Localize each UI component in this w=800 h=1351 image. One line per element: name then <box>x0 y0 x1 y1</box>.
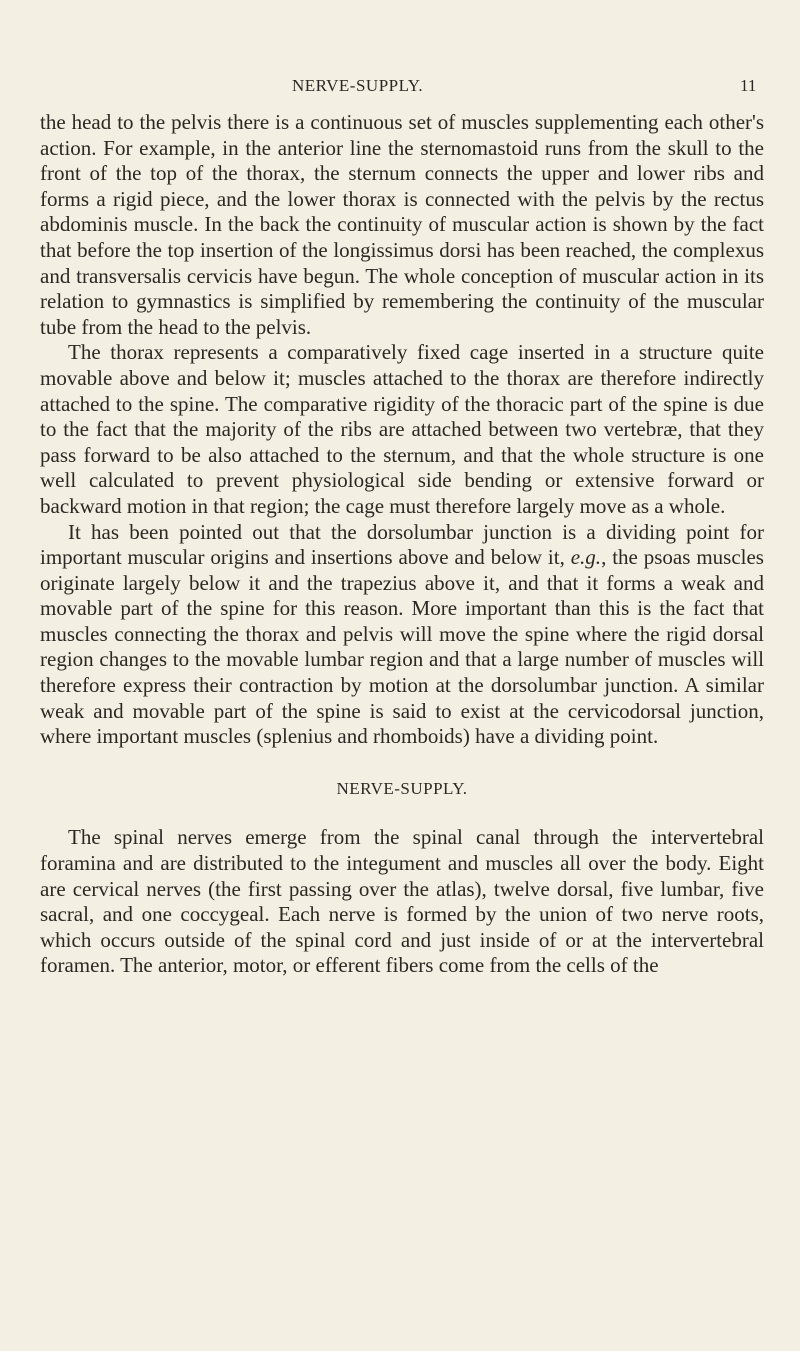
paragraph-dorsolumbar-part1: It has been pointed out that the dorsolumbar junction is a dividing point for important muscular origins and insertions above and below it, <box>40 519 764 570</box>
eg-abbreviation: e.g. <box>570 545 602 570</box>
paragraph-thorax: The thorax represents a comparatively fixed cage inserted in a structure quite movable above and below it; muscles attached to the thorax are therefore indirectly attached to the spine. The comparative rigidity of the thoracic part of the spine is due to the fact that the majority of the ribs are attached between two vertebræ, that they pass forward to be also attached to the sternum, and that the whole structure is one well calculated to prevent physiological side bending or extensive forward or backward motion in that region; the cage must therefore largely move as a whole. <box>40 340 764 518</box>
running-title: NERVE-SUPPLY. <box>292 76 424 95</box>
body-text <box>40 110 764 979</box>
paragraph-dorsolumbar-part2: , the psoas muscles originate largely below it and the trapezius above it, and that it forms a weak and movable part of the spine for this reason. More important than this is the fact that muscles connecting the thorax and pelvis will move the spine where the rigid dorsal region changes to the movable lumbar region and that a large number of muscles will therefore express their contraction by motion at the dorsolumbar junction. A similar weak and movable part of the spine is said to exist at the cervicodorsal junction, where important muscles (splenius and rhomboids) have a dividing point. <box>40 545 764 749</box>
running-head <box>0 76 800 100</box>
paragraph-spinal-nerves: The spinal nerves emerge from the spinal canal through the intervertebral foramina and are distributed to the integument and muscles all over the body. Eight are cervical nerves (the first passing over the atlas), twelve dorsal, five lumbar, five sacral, and one coccygeal. Each nerve is formed by the union of two nerve roots, which occurs outside of the spinal cord and just inside of or at the intervertebral foramen. The anterior, motor, or efferent fibers come from the cells of the <box>40 825 764 978</box>
page-number: 11 <box>740 76 757 95</box>
paragraph-continued: the head to the pelvis there is a continuous set of muscles supplementing each other's action. For example, in the anterior line the sternomastoid runs from the skull to the front of the top of the thorax, the sternum connects the upper and lower ribs and forms a rigid piece, and the lower thorax is connected with the pelvis by the rectus abdominis muscle. In the back the continuity of muscular action is shown by the fact that before the top insertion of the longissimus dorsi has been reached, the complexus and transversalis cervicis have begun. The whole conception of muscular action in its relation to gymnastics is simplified by remembering the continuity of the muscular tube from the head to the pelvis. <box>40 110 764 339</box>
paragraph-dorsolumbar <box>40 520 764 750</box>
section-heading: NERVE-SUPPLY. <box>336 778 468 798</box>
